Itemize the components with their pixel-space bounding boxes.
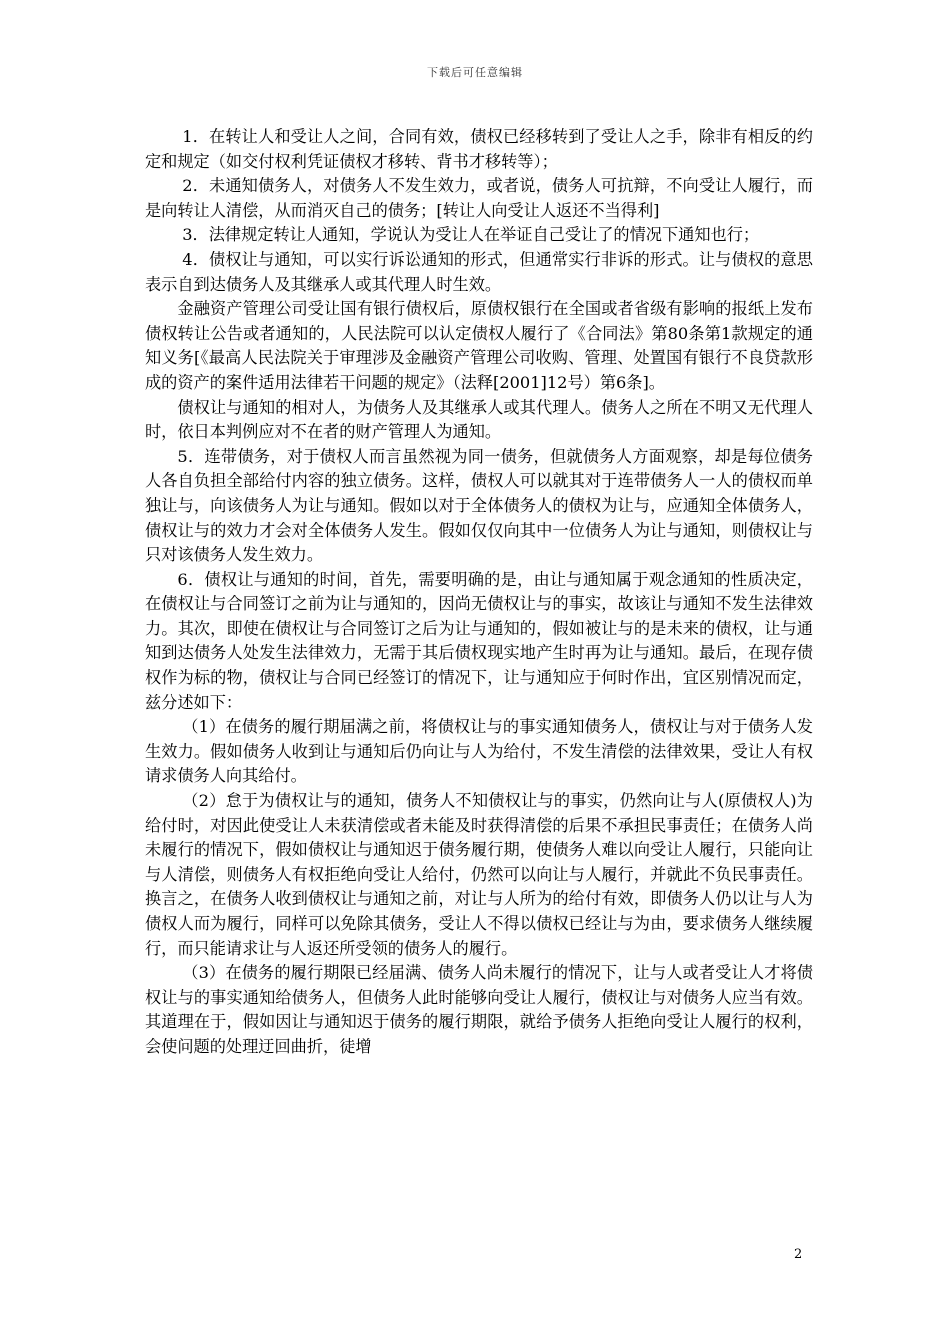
paragraph-3: 3．法律规定转让人通知，学说认为受让人在举证自己受让了的情况下通知也行； [182,225,760,245]
page-number: 2 [794,1247,803,1262]
paragraph-1: 1．在转让人和受让人之间，合同有效，债权已经移转到了受让人之手，除非有相反的约定和规定（如交付权利凭证债权才移转、背书才移转等）； [145,127,813,171]
paragraph-10: （2）怠于为债权让与的通知，债务人不知债权让与的事实，仍然向让与人(原债权人)为给付时，对因此使受让人未获清偿或者未能及时获得清偿的后果不承担民事责任；在债务人尚未履行的情况下，假如债权让与通知迟于债务履行期，使债务人难以向受让人履行，只能向让与人清偿，则债务人有权拒绝向受让人给付，仍然可以向让与人履行，并就此不负民事责任。换言之，在债务人收到债权让与通知之前，对让与人所为的给付有效，即债务人仍以让与人为债权人而为履行，同样可以免除其债务，受让人不得以债权已经让与为由，要求债务人继续履行，而只能请求让与人返还所受领的债务人的履行。 [145,791,813,958]
paragraph-4: 4．债权让与通知，可以实行诉讼通知的形式，但通常实行非诉的形式。让与债权的意思表示自到达债务人及其继承人或其代理人时生效。 [145,249,813,294]
document-body [145,125,813,1060]
paragraph-7: 5．连带债务，对于债权人而言虽然视为同一债务，但就债务人方面观察，却是每位债务人各自负担全部给付内容的独立债务。这样，债权人可以就其对于连带债务人一人的债权而单独让与，向该债务人为让与通知。假如以对于全体债务人的债权为让与，应通知全体债务人，债权让与的效力才会对全体债务人发生。假如仅仅向其中一位债务人为让与通知，则债权让与只对该债务人发生效力。 [145,446,813,565]
paragraph-8: 6．债权让与通知的时间，首先，需要明确的是，由让与通知属于观念通知的性质决定，在债权让与合同签订之前为让与通知的，因尚无债权让与的事实，故该让与通知不发生法律效力。其次，即使在债权让与合同签订之后为让与通知的，假如被让与的是未来的债权，让与通知到达债务人处发生法律效力，无需于其后债权现实地产生时再为让与通知。最后，在现存债权作为标的物，债权让与合同已经签订的情况下，让与通知应于何时作出，宜区别情况而定，兹分述如下： [145,569,813,712]
page-header: 下载后可任意编辑 [427,66,523,79]
paragraph-11: （3）在债务的履行期限已经届满、债务人尚未履行的情况下，让与人或者受让人才将债权让与的事实通知给债务人，但债务人此时能够向受让人履行，债权让与对债务人应当有效。其道理在于，假如因让与通知迟于债务的履行期限，就给予债务人拒绝向受让人履行的权利，会使问题的处理迂回曲折，徒增 [145,963,813,1056]
paragraph-6: 债权让与通知的相对人，为债务人及其继承人或其代理人。债务人之所在不明又无代理人时，依日本判例应对不在者的财产管理人为通知。 [145,397,813,442]
paragraph-5: 金融资产管理公司受让国有银行债权后，原债权银行在全国或者省级有影响的报纸上发布债权转让公告或者通知的，人民法院可以认定债权人履行了《合同法》第80条第1款规定的通知义务[《最高人民法院关于审理涉及金融资产管理公司收购、管理、处置国有银行不良贷款形成的资产的案件适用法律若干问题的规定》（法释[2001]12号）第6条]。 [145,299,813,392]
paragraph-9: （1）在债务的履行期届满之前，将债权让与的事实通知债务人，债权让与对于债务人发生效力。假如债务人收到让与通知后仍向让与人为给付，不发生清偿的法律效果，受让人有权请求债务人向其给付。 [145,717,813,786]
paragraph-2: 2．未通知债务人，对债务人不发生效力，或者说，债务人可抗辩，不向受让人履行，而是向转让人清偿，从而消灭自己的债务；[转让人向受让人返还不当得利] [145,176,813,220]
